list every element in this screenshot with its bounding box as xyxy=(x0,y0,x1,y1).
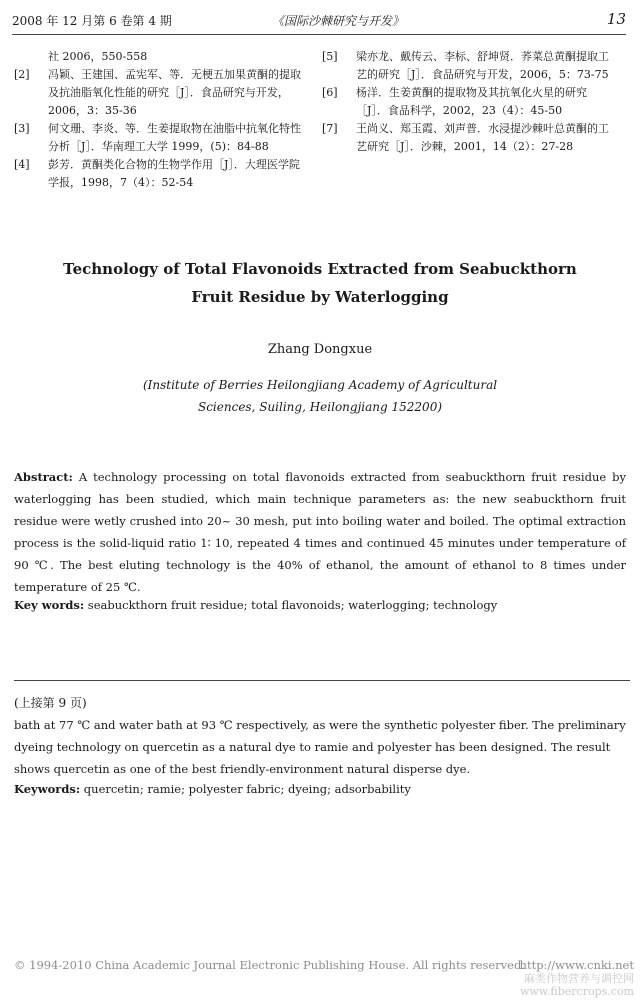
keywords-continued xyxy=(14,782,626,796)
keywords-continued-text: quercetin; ramie; polyester fabric; dyeing; adsorbability xyxy=(83,782,411,796)
issue-info: 2008 年 12 月第 6 卷第 4 期 xyxy=(12,14,172,28)
keywords-continued-label: Keywords: xyxy=(14,782,81,796)
section-divider xyxy=(14,680,630,681)
continued-heading: (上接第 9 页) xyxy=(14,696,87,710)
reference-text: 冯颖、王建国、孟宪军、等．无梗五加果黄酮的提取及抗油脂氧化性能的研究［J］．食品研究与开发，2006，3：35-36 xyxy=(48,68,301,117)
page-number: 13 xyxy=(606,10,626,28)
site-watermark xyxy=(516,972,634,998)
reference-text: 王尚义、郑玉霞、刘声普．水浸提沙棘叶总黄酮的工艺研究［J］．沙棘，2001，14（2）：27-28 xyxy=(356,122,609,153)
key-words xyxy=(14,598,626,612)
reference-text: 梁亦龙、戴传云、李标、舒坤贤．荞菜总黄酮提取工艺的研究［J］．食品研究与开发，2006，5：73-75 xyxy=(356,50,609,81)
reference-item xyxy=(14,156,304,192)
author-name: Zhang Dongxue xyxy=(267,342,373,357)
reference-number: [7] xyxy=(322,122,338,135)
reference-number: [2] xyxy=(14,68,30,81)
abstract xyxy=(14,466,626,598)
reference-number: [5] xyxy=(322,50,338,63)
header-rule xyxy=(12,34,626,35)
abstract-text: A technology processing on total flavonoids extracted from seabuckthorn fruit residue by waterlogging has been studied, which main technique parameters as: the new seabuckthorn fruit residue were wetly crushed into 20~ 30 mesh, put into boiling water and boiled. The optimal extraction process is the solid-liquid ratio 1∶ 10, repeated 4 times and continued 45 minutes under temperature of 90 ℃. The best eluting technology is the 40% of ethanol, the amount of ethanol to 8 times under temperature of 25 ℃. xyxy=(14,470,627,594)
reference-number: [6] xyxy=(322,86,338,99)
affiliation-line-2: Sciences, Suiling, Heilongjiang 152200) xyxy=(197,400,443,414)
key-words-text: seabuckthorn fruit residue; total flavonoids; waterlogging; technology xyxy=(87,598,498,612)
continued-section xyxy=(14,692,626,780)
paper-title-line-1: Technology of Total Flavonoids Extracted from Seabuckthorn xyxy=(63,260,577,278)
reference-column-left xyxy=(14,48,304,192)
key-words-label: Key words: xyxy=(14,598,85,612)
affiliation xyxy=(40,374,600,418)
abstract-label: Abstract: xyxy=(14,470,73,484)
watermark-line-2: www.fibercrops.com xyxy=(519,985,634,998)
paper-title xyxy=(40,255,600,311)
copyright-footer xyxy=(14,958,634,972)
footer-url: http://www.cnki.net xyxy=(519,958,634,972)
reference-text: 社 2006，550-558 xyxy=(48,50,148,63)
reference-text: 彭芳．黄酮类化合物的生物学作用［J］．大理医学院学报，1998，7（4）：52-54 xyxy=(48,158,300,189)
reference-column-right xyxy=(322,48,618,156)
reference-item xyxy=(322,48,618,84)
journal-name: 《国际沙棘研究与开发》 xyxy=(272,14,405,28)
continued-text: bath at 77 ℃ and water bath at 93 ℃ respectively, as were the synthetic polyester fiber. The preliminary dyeing technology on quercetin as a natural dye to ramie and polyester has been designed. The result shows quercetin as one of the best friendly-environment natural disperse dye. xyxy=(14,718,626,776)
reference-number: [4] xyxy=(14,158,30,171)
affiliation-line-1: (Institute of Berries Heilongjiang Academy of Agricultural xyxy=(142,378,498,392)
reference-item xyxy=(322,120,618,156)
reference-item xyxy=(14,120,304,156)
reference-number: [3] xyxy=(14,122,30,135)
copyright-text: © 1994-2010 China Academic Journal Electronic Publishing House. All rights reserved. xyxy=(14,958,525,972)
paper-title-line-2: Fruit Residue by Waterlogging xyxy=(191,288,449,306)
reference-text: 何文珊、李炎、等．生姜提取物在油脂中抗氧化特性分析［J］．华南理工大学 1999，(5)：84-88 xyxy=(48,122,301,153)
watermark-line-1: 麻类作物营养与调控网 xyxy=(524,972,634,985)
reference-text: 杨洋．生姜黄酮的提取物及其抗氧化火星的研究［J］．食品科学，2002，23（4）：45-50 xyxy=(356,86,587,117)
running-header xyxy=(12,8,626,34)
reference-item xyxy=(14,66,304,120)
reference-item xyxy=(14,48,304,66)
reference-item xyxy=(322,84,618,120)
